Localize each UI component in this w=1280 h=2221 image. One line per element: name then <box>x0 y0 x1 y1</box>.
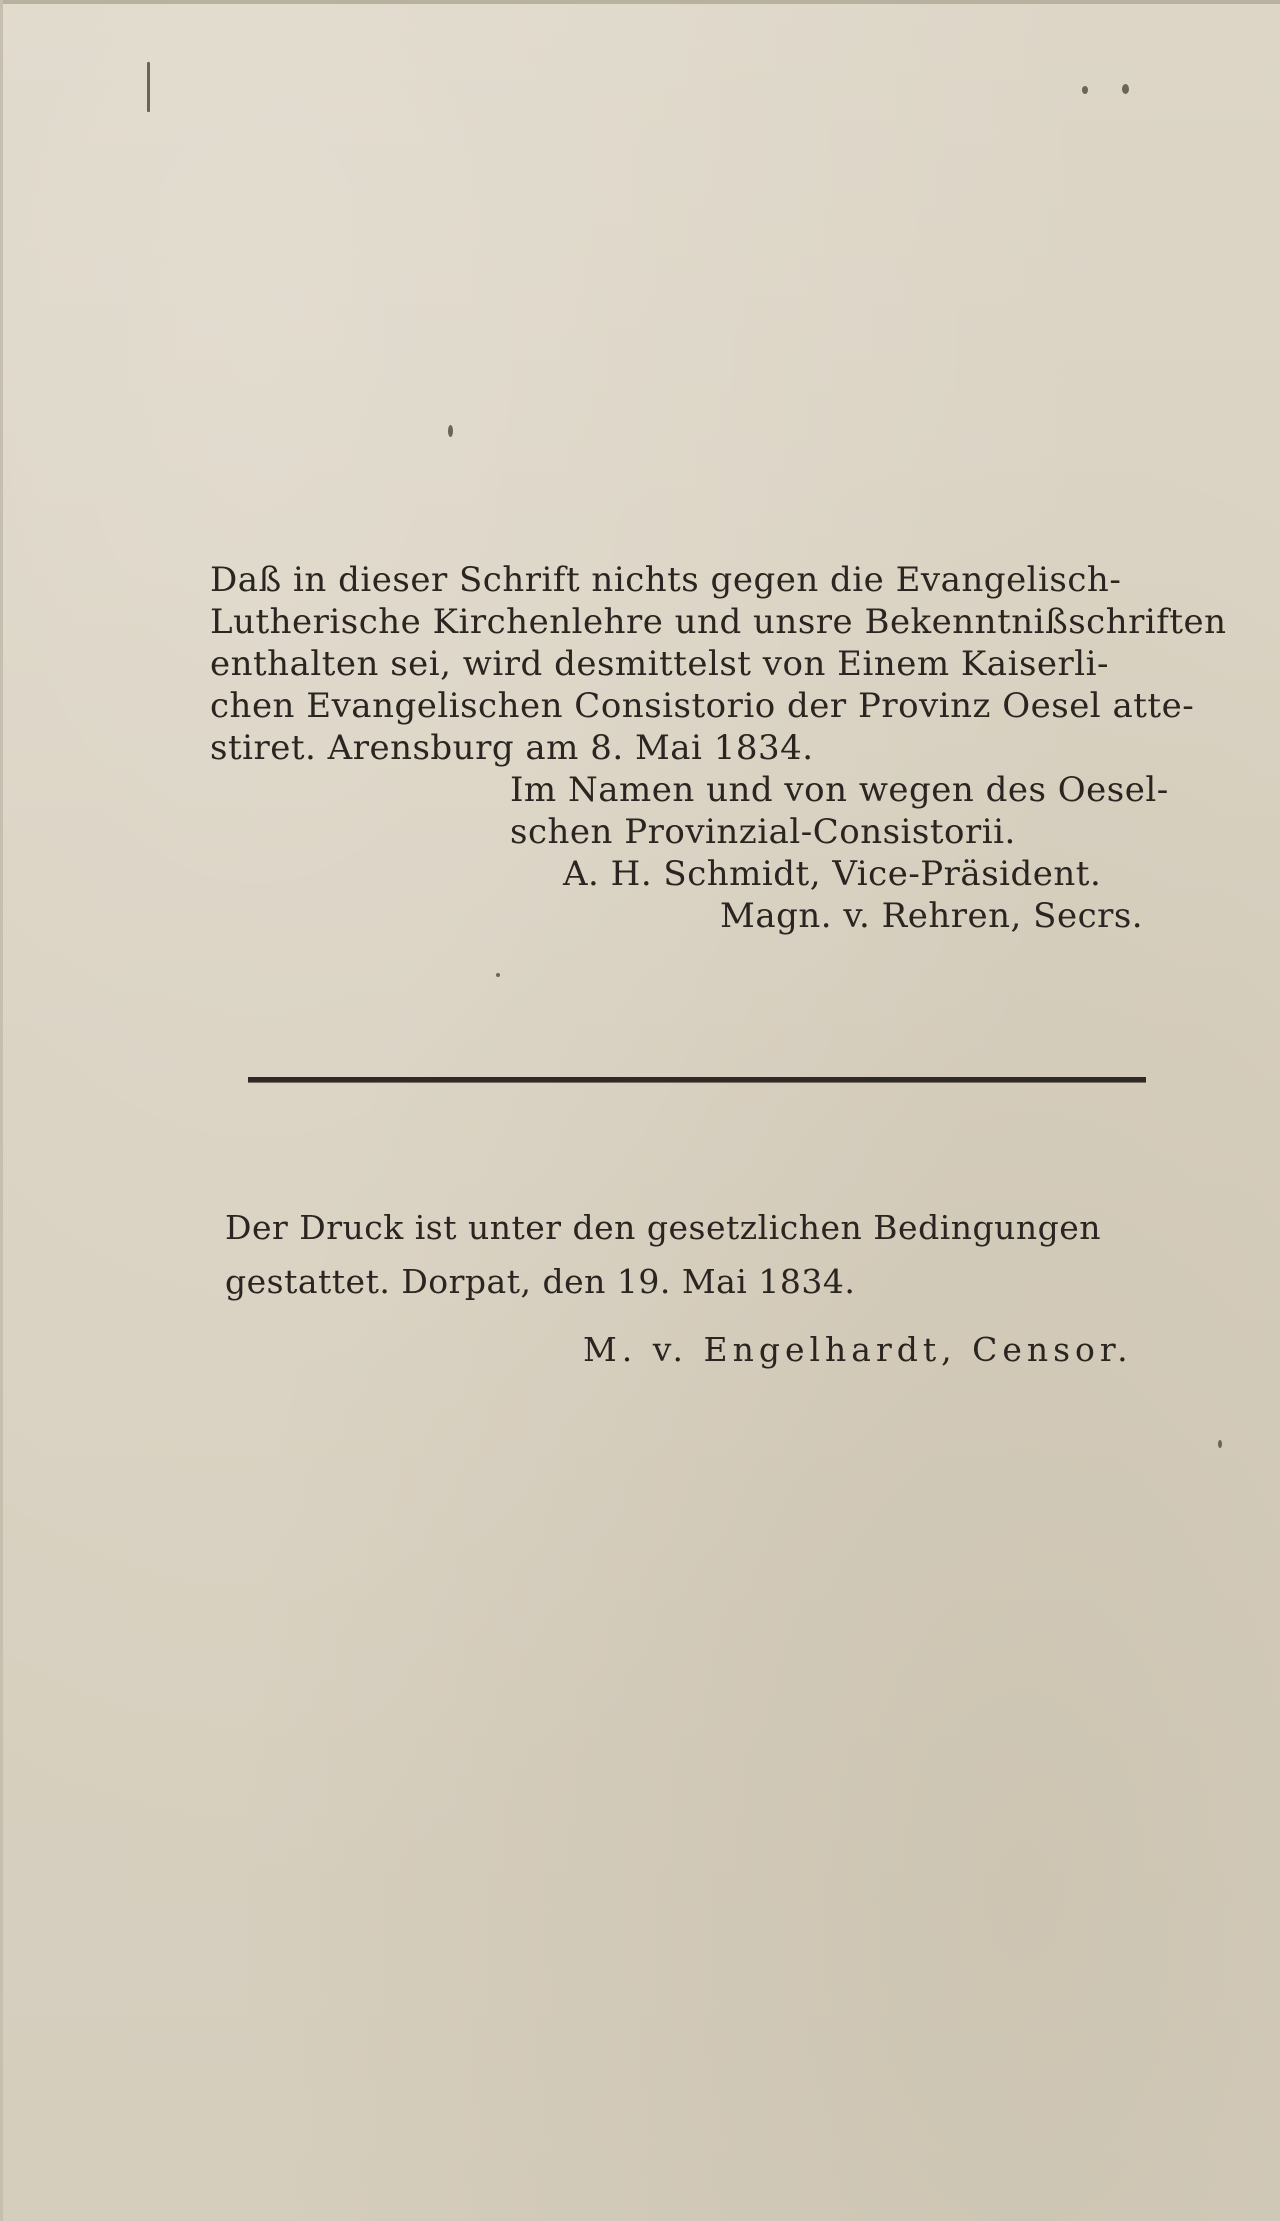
page-top-edge <box>0 0 1280 4</box>
paper-speck <box>147 62 150 112</box>
page-left-edge <box>0 0 3 2221</box>
signatory-secretary: Magn. v. Rehren, Secrs. <box>720 896 1144 936</box>
approbation-line-4: chen Evangelischen Consistorio der Provinz Oesel atte- <box>210 686 1195 726</box>
paper-speck <box>496 973 500 977</box>
signatory-president: A. H. Schmidt, Vice-Präsident. <box>563 854 1102 894</box>
paper-speck <box>1122 84 1129 94</box>
approbation-line-2: Lutherische Kirchenlehre und unsre Bekenntnißschriften <box>210 602 1227 642</box>
censor-signature: M. v. Engelhardt, Censor. <box>583 1330 1133 1369</box>
section-divider <box>248 1077 1146 1083</box>
censorship-line-1: Der Druck ist unter den gesetzlichen Bedingungen <box>225 1208 1102 1247</box>
approbation-line-3: enthalten sei, wird desmittelst von Einem Kaiserli- <box>210 644 1110 684</box>
paper-speck <box>448 425 453 437</box>
paper-speck <box>1218 1440 1222 1448</box>
approbation-line-5: stiret. Arensburg am 8. Mai 1834. <box>210 728 814 768</box>
approbation-line-1: Daß in dieser Schrift nichts gegen die Evangelisch- <box>210 560 1122 600</box>
in-name-line-2: schen Provinzial-Consistorii. <box>510 812 1016 852</box>
paper-speck <box>1082 86 1088 94</box>
censorship-line-2: gestattet. Dorpat, den 19. Mai 1834. <box>225 1262 856 1301</box>
in-name-line-1: Im Namen und von wegen des Oesel- <box>510 770 1169 810</box>
